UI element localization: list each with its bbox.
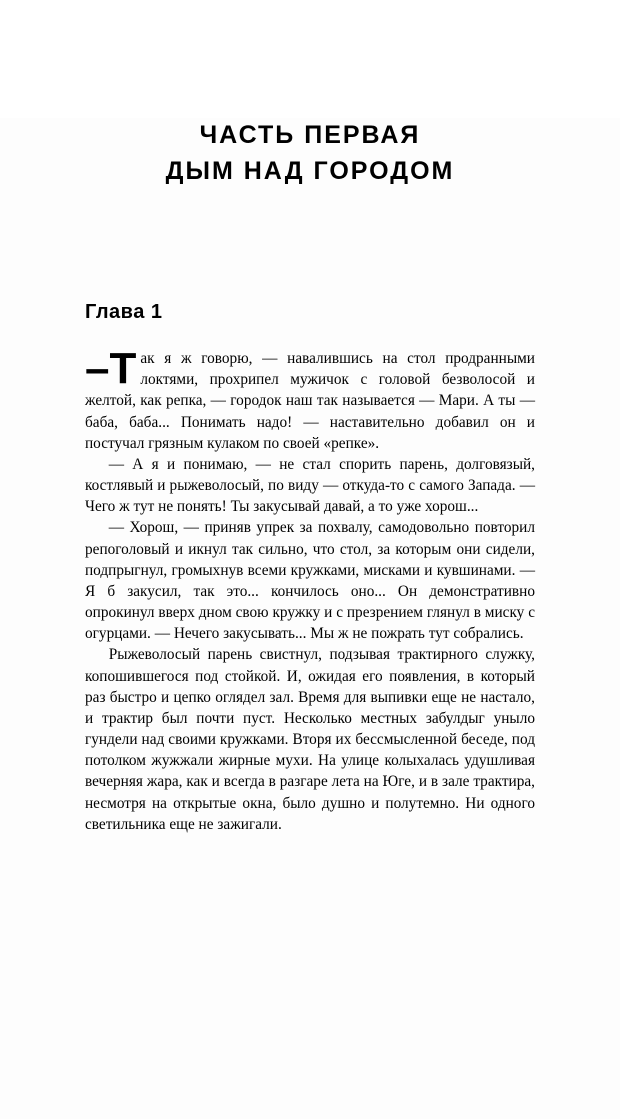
book-page bbox=[0, 118, 620, 1119]
body-text bbox=[85, 344, 535, 835]
paragraph-4: Рыжеволосый парень свистнул, подзывая трактирного служку, копошившегося под стойкой. И, ожидая его появления, в который раз быстро и цепко оглядел зал. Время для выпивки еще не настало, и трактир был почти пуст. Несколько местных забулдыг уныло гундели над своими кружками. Вторя их бессмысленной беседе, под потолком жужжали жирные мухи. На улице колыхалась удушливая вечерняя жара, как и всегда в разгаре лета на Юге, и в зале трактира, несмотря на открытые окна, было душно и полутемно. Ни одного светильника еще не зажигали. bbox=[85, 646, 535, 833]
part-title-line-1: ЧАСТЬ ПЕРВАЯ bbox=[199, 121, 421, 149]
paragraph-2: — А я и понимаю, — не стал спорить парень, долговязый, костлявый и рыжеволосый, по виду — откуда-то с самого Запада. — Чего ж тут не понять! Ты закусывай давай, а то уже хорош... bbox=[85, 455, 535, 516]
paragraph-1 bbox=[85, 344, 535, 454]
chapter-title: Глава 1 bbox=[85, 301, 163, 323]
drop-cap: –Т bbox=[85, 344, 137, 393]
paragraph-3: — Хорош, — приняв упрек за похвалу, самодовольно повторил репоголовый и икнул так сильно, что стол, за которым они сидели, подпрыгнул, громыхнув всеми кружками, мисками и кувшинами. — Я б закусил, так это... кончилось оно... Он демонстративно опрокинул вверх дном свою кружку и с презрением глянул в миску с огурцами. — Нечего закусывать... Мы ж не пожрать тут собрались. bbox=[85, 519, 535, 643]
part-title bbox=[85, 118, 535, 189]
part-title-line-2: ДЫМ НАД ГОРОДОМ bbox=[165, 156, 455, 185]
paragraph-1-text: ак я ж говорю, — навалившись на стол продранными локтями, прохрипел мужичок с головой безволосой и желтой, как репка, — городок наш так называется — Мари. А ты — баба, баба... Понимать надо! — наставительно добавил он и постучал грязным кулаком по своей «репке». bbox=[85, 350, 535, 452]
